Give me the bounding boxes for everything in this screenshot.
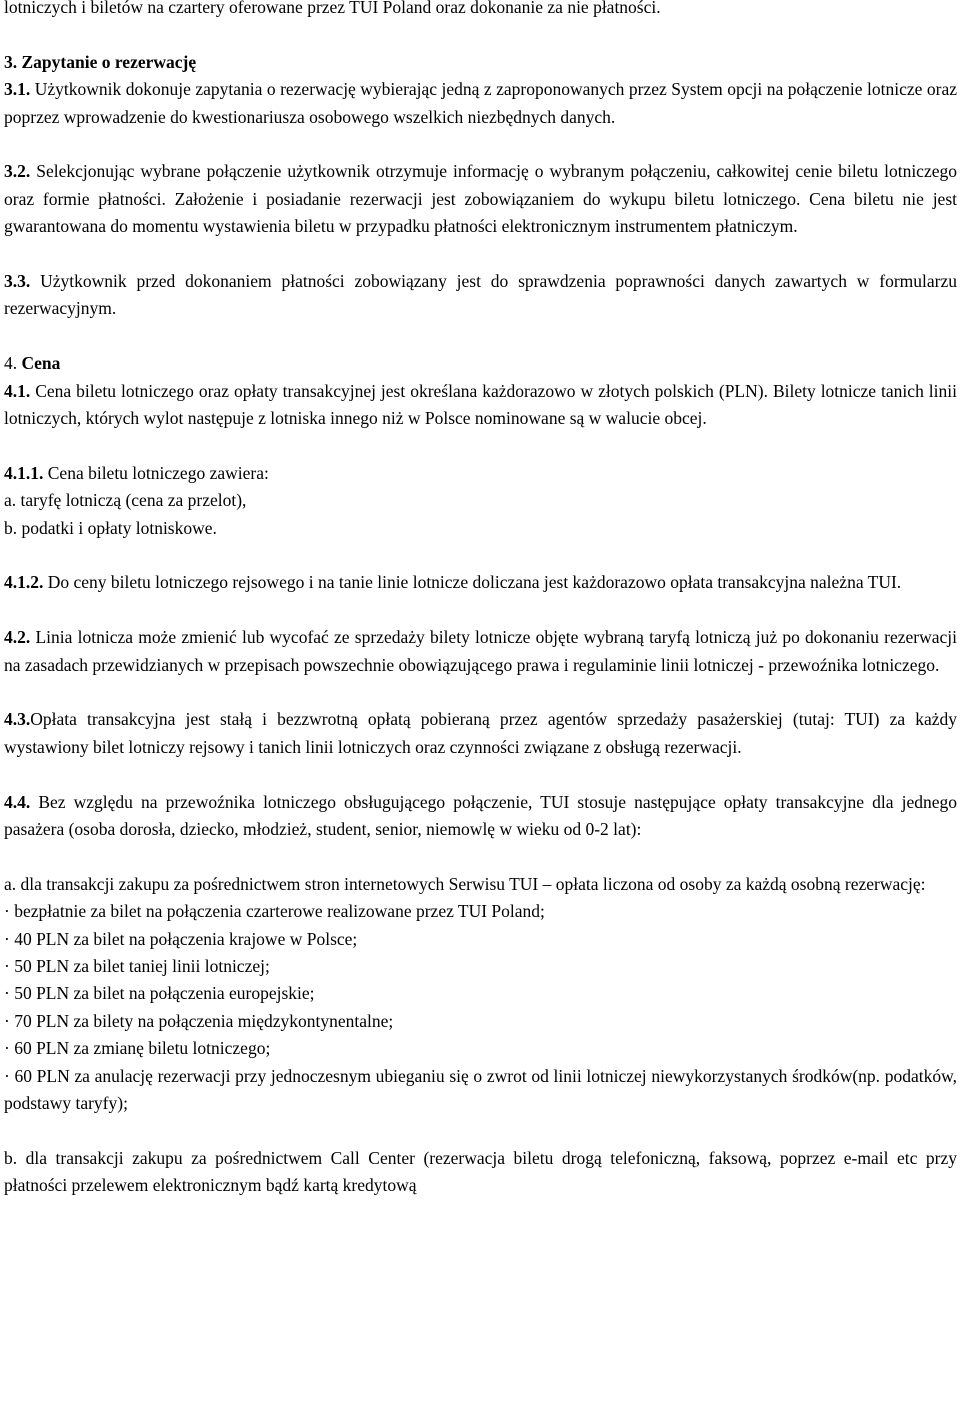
paragraph-3-1: 3.1. Użytkownik dokonuje zapytania o rezerwację wybierając jedną z zaproponowanych przez System opcji na połączenie lotnicze oraz poprzez wprowadzenie do kwestionariusza osobowego wszelkich niezbędnych danych. bbox=[4, 79, 957, 127]
list-item-a: a. taryfę lotniczą (cena za przelot), bbox=[4, 490, 247, 511]
fee-item: · 40 PLN za bilet na połączenia krajowe w Polsce; bbox=[4, 928, 358, 949]
intro-line: lotniczych i biletów na czartery oferowane przez TUI Poland oraz dokonanie za nie płatności. bbox=[4, 0, 661, 17]
paragraph-4-1: 4.1. Cena biletu lotniczego oraz opłaty transakcyjnej jest określana każdorazowo w złotych polskich (PLN). Bilety lotnicze tanich linii lotniczych, których wylot następuje z lotniska innego niż w Polsce nominowane są w walucie obcej. bbox=[4, 380, 957, 429]
fee-item: · 50 PLN za bilet taniej linii lotniczej; bbox=[4, 956, 270, 977]
paragraph-4-4: 4.4. Bez względu na przewoźnika lotniczego obsługującego połączenie, TUI stosuje następujące opłaty transakcyjne dla jednego pasażera (osoba dorosła, dziecko, młodzież, student, senior, niemowlę w wieku od 0-2 lat): bbox=[4, 791, 957, 840]
fee-item: · 50 PLN za bilet na połączenia europejskie; bbox=[4, 983, 315, 1004]
paragraph-3-3: 3.3. Użytkownik przed dokonaniem płatności zobowiązany jest do sprawdzenia poprawności danych zawartych w formularzu rezerwacyjnym. bbox=[4, 271, 957, 319]
fee-intro-b: b. dla transakcji zakupu za pośrednictwem Call Center (rezerwacja biletu drogą telefoniczną, faksową, poprzez e-mail etc przy płatności przelewem elektronicznym bądź kartą kredytową bbox=[4, 1147, 957, 1196]
list-item-b: b. podatki i opłaty lotniskowe. bbox=[4, 517, 217, 538]
paragraph-4-2: 4.2. Linia lotnicza może zmienić lub wycofać ze sprzedaży bilety lotnicze objęte wybraną taryfą lotniczą już po dokonaniu rezerwacji na zasadach przewidzianych w przepisach powszechnie obowiązującego prawa i regulaminie linii lotniczej - przewoźnika lotniczego. bbox=[4, 627, 957, 675]
fee-item: · 60 PLN za anulację rezerwacji przy jednoczesnym ubieganiu się o zwrot od linii lotniczej niewykorzystanych środków(np. podatków, podstawy taryfy); bbox=[4, 1065, 957, 1114]
fee-item: · bezpłatnie za bilet na połączenia czarterowe realizowane przez TUI Poland; bbox=[4, 901, 545, 922]
fee-item: · 70 PLN za bilety na połączenia międzykontynentalne; bbox=[4, 1010, 394, 1031]
paragraph-4-3: 4.3.Opłata transakcyjna jest stałą i bezzwrotną opłatą pobieraną przez agentów sprzedaży pasażerskiej (tutaj: TUI) za każdy wystawiony bilet lotniczy rejsowy i tanich linii lotniczych oraz czynności związane z obsługą rezerwacji. bbox=[4, 709, 957, 757]
paragraph-3-2: 3.2. Selekcjonując wybrane połączenie użytkownik otrzymuje informację o wybranym połączeniu, całkowitej cenie biletu lotniczego oraz formie płatności. Założenie i posiadanie rezerwacji jest zobowiązaniem do wykupu biletu lotniczego. Cena biletu nie jest gwarantowana do momentu wystawienia biletu w przypadku płatności elektronicznym instrumentem płatniczym. bbox=[4, 161, 957, 237]
fee-item: · 60 PLN za zmianę biletu lotniczego; bbox=[4, 1038, 271, 1059]
fee-intro-a: a. dla transakcji zakupu za pośrednictwem stron internetowych Serwisu TUI – opłata liczona od osoby za każdą osobną rezerwację: bbox=[4, 873, 926, 894]
paragraph-4-1-2: 4.1.2. Do ceny biletu lotniczego rejsowego i na tanie linie lotnicze doliczana jest każdorazowo opłata transakcyjna należna TUI. bbox=[4, 572, 902, 593]
document-page bbox=[4, 0, 957, 1200]
section-4-heading: 4. Cena bbox=[4, 353, 61, 374]
section-3-heading: 3. Zapytanie o rezerwację bbox=[4, 51, 197, 72]
paragraph-4-1-1: 4.1.1. Cena biletu lotniczego zawiera: bbox=[4, 462, 269, 483]
